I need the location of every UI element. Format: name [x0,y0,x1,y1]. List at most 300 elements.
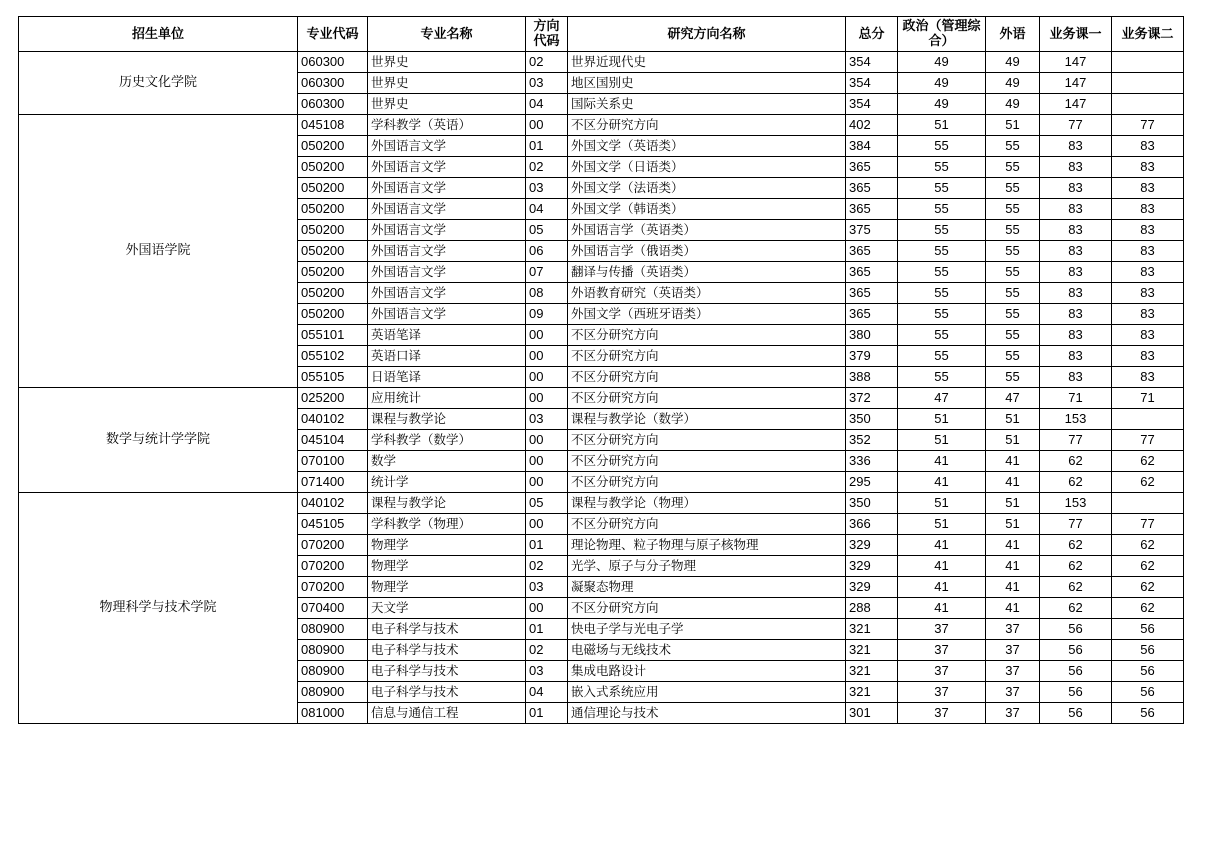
direction-code-cell: 06 [526,241,568,262]
direction-code-cell: 03 [526,661,568,682]
foreign-score-cell: 55 [986,157,1040,178]
course-one-score-cell: 77 [1040,514,1112,535]
direction-name-cell: 不区分研究方向 [568,514,846,535]
course-one-score-cell: 83 [1040,283,1112,304]
politics-score-cell: 55 [898,241,986,262]
course-two-score-cell: 77 [1112,514,1184,535]
foreign-score-cell: 55 [986,346,1040,367]
major-name-cell: 日语笔译 [368,367,526,388]
total-score-cell: 352 [846,430,898,451]
direction-code-cell: 00 [526,346,568,367]
course-two-score-cell: 83 [1112,220,1184,241]
total-score-cell: 329 [846,556,898,577]
table-body [19,52,1184,724]
direction-name-cell: 外国文学（英语类） [568,136,846,157]
foreign-score-cell: 51 [986,514,1040,535]
major-name-cell: 外国语言文学 [368,304,526,325]
header-row [19,17,1184,52]
foreign-score-cell: 51 [986,430,1040,451]
total-score-cell: 354 [846,94,898,115]
foreign-score-cell: 41 [986,472,1040,493]
course-two-score-cell: 62 [1112,535,1184,556]
direction-name-cell: 凝聚态物理 [568,577,846,598]
foreign-score-cell: 55 [986,325,1040,346]
foreign-score-cell: 55 [986,304,1040,325]
politics-score-cell: 55 [898,220,986,241]
foreign-score-cell: 51 [986,409,1040,430]
major-code-cell: 050200 [298,283,368,304]
major-code-cell: 055105 [298,367,368,388]
major-code-cell: 081000 [298,703,368,724]
course-one-score-cell: 83 [1040,241,1112,262]
direction-code-cell: 00 [526,598,568,619]
course-two-score-cell: 56 [1112,619,1184,640]
direction-name-cell: 不区分研究方向 [568,472,846,493]
header-major-code: 专业代码 [298,17,368,52]
unit-cell: 历史文化学院 [19,52,298,115]
direction-code-cell: 07 [526,262,568,283]
major-code-cell: 050200 [298,136,368,157]
politics-score-cell: 51 [898,514,986,535]
major-name-cell: 电子科学与技术 [368,661,526,682]
politics-score-cell: 51 [898,115,986,136]
course-one-score-cell: 62 [1040,577,1112,598]
major-name-cell: 学科教学（英语） [368,115,526,136]
foreign-score-cell: 51 [986,493,1040,514]
major-name-cell: 课程与教学论 [368,493,526,514]
course-two-score-cell: 77 [1112,115,1184,136]
total-score-cell: 380 [846,325,898,346]
total-score-cell: 336 [846,451,898,472]
major-code-cell: 070400 [298,598,368,619]
foreign-score-cell: 41 [986,598,1040,619]
direction-code-cell: 04 [526,682,568,703]
major-name-cell: 外国语言文学 [368,220,526,241]
major-code-cell: 040102 [298,409,368,430]
total-score-cell: 321 [846,640,898,661]
politics-score-cell: 37 [898,703,986,724]
direction-name-cell: 世界近现代史 [568,52,846,73]
total-score-cell: 365 [846,304,898,325]
major-code-cell: 050200 [298,220,368,241]
course-one-score-cell: 153 [1040,493,1112,514]
politics-score-cell: 37 [898,682,986,703]
unit-cell: 物理科学与技术学院 [19,493,298,724]
total-score-cell: 365 [846,241,898,262]
direction-code-cell: 08 [526,283,568,304]
major-code-cell: 055101 [298,325,368,346]
direction-name-cell: 课程与教学论（物理） [568,493,846,514]
score-table [18,16,1184,724]
course-two-score-cell: 56 [1112,682,1184,703]
header-direction-code: 方向代码 [526,17,568,52]
course-two-score-cell [1112,73,1184,94]
course-two-score-cell: 83 [1112,262,1184,283]
major-name-cell: 学科教学（物理） [368,514,526,535]
course-two-score-cell: 62 [1112,472,1184,493]
course-one-score-cell: 62 [1040,598,1112,619]
direction-code-cell: 05 [526,220,568,241]
course-one-score-cell: 56 [1040,703,1112,724]
course-two-score-cell: 83 [1112,367,1184,388]
total-score-cell: 384 [846,136,898,157]
major-code-cell: 060300 [298,73,368,94]
header-unit: 招生单位 [19,17,298,52]
direction-code-cell: 04 [526,94,568,115]
foreign-score-cell: 41 [986,535,1040,556]
course-two-score-cell: 83 [1112,178,1184,199]
major-name-cell: 应用统计 [368,388,526,409]
foreign-score-cell: 49 [986,73,1040,94]
major-code-cell: 070200 [298,535,368,556]
direction-code-cell: 00 [526,115,568,136]
direction-code-cell: 00 [526,472,568,493]
direction-name-cell: 不区分研究方向 [568,388,846,409]
major-name-cell: 英语口译 [368,346,526,367]
direction-code-cell: 03 [526,73,568,94]
table-row [19,388,1184,409]
direction-name-cell: 不区分研究方向 [568,367,846,388]
major-name-cell: 电子科学与技术 [368,619,526,640]
major-name-cell: 信息与通信工程 [368,703,526,724]
course-one-score-cell: 62 [1040,472,1112,493]
direction-name-cell: 不区分研究方向 [568,115,846,136]
course-two-score-cell: 62 [1112,598,1184,619]
header-foreign-language: 外语 [986,17,1040,52]
major-name-cell: 外国语言文学 [368,283,526,304]
course-one-score-cell: 83 [1040,157,1112,178]
direction-code-cell: 00 [526,430,568,451]
major-code-cell: 045105 [298,514,368,535]
major-name-cell: 课程与教学论 [368,409,526,430]
total-score-cell: 372 [846,388,898,409]
course-one-score-cell: 83 [1040,136,1112,157]
major-name-cell: 世界史 [368,94,526,115]
total-score-cell: 365 [846,157,898,178]
direction-code-cell: 01 [526,703,568,724]
major-code-cell: 080900 [298,682,368,703]
major-name-cell: 外国语言文学 [368,262,526,283]
total-score-cell: 321 [846,619,898,640]
course-one-score-cell: 83 [1040,199,1112,220]
course-one-score-cell: 62 [1040,556,1112,577]
foreign-score-cell: 51 [986,115,1040,136]
major-name-cell: 统计学 [368,472,526,493]
course-one-score-cell: 56 [1040,619,1112,640]
politics-score-cell: 55 [898,283,986,304]
direction-name-cell: 外国语言学（俄语类） [568,241,846,262]
major-name-cell: 电子科学与技术 [368,682,526,703]
foreign-score-cell: 41 [986,556,1040,577]
direction-name-cell: 不区分研究方向 [568,325,846,346]
major-code-cell: 070200 [298,556,368,577]
foreign-score-cell: 37 [986,619,1040,640]
politics-score-cell: 41 [898,472,986,493]
direction-code-cell: 02 [526,556,568,577]
politics-score-cell: 41 [898,556,986,577]
total-score-cell: 354 [846,73,898,94]
course-two-score-cell: 77 [1112,430,1184,451]
politics-score-cell: 55 [898,325,986,346]
course-two-score-cell: 83 [1112,157,1184,178]
politics-score-cell: 37 [898,661,986,682]
foreign-score-cell: 41 [986,451,1040,472]
total-score-cell: 365 [846,262,898,283]
major-name-cell: 物理学 [368,577,526,598]
direction-code-cell: 00 [526,388,568,409]
direction-code-cell: 05 [526,493,568,514]
header-major-name: 专业名称 [368,17,526,52]
course-two-score-cell: 71 [1112,388,1184,409]
major-name-cell: 外国语言文学 [368,136,526,157]
direction-name-cell: 外国文学（韩语类） [568,199,846,220]
foreign-score-cell: 49 [986,52,1040,73]
major-code-cell: 080900 [298,619,368,640]
major-code-cell: 050200 [298,157,368,178]
total-score-cell: 354 [846,52,898,73]
course-two-score-cell: 62 [1112,577,1184,598]
direction-name-cell: 翻译与传播（英语类） [568,262,846,283]
politics-score-cell: 55 [898,199,986,220]
politics-score-cell: 41 [898,598,986,619]
course-one-score-cell: 77 [1040,115,1112,136]
course-one-score-cell: 77 [1040,430,1112,451]
direction-code-cell: 02 [526,157,568,178]
total-score-cell: 329 [846,535,898,556]
major-name-cell: 外国语言文学 [368,199,526,220]
course-one-score-cell: 83 [1040,304,1112,325]
direction-code-cell: 01 [526,619,568,640]
politics-score-cell: 41 [898,451,986,472]
total-score-cell: 288 [846,598,898,619]
major-code-cell: 025200 [298,388,368,409]
politics-score-cell: 47 [898,388,986,409]
header-total: 总分 [846,17,898,52]
politics-score-cell: 49 [898,73,986,94]
course-two-score-cell [1112,94,1184,115]
major-code-cell: 070100 [298,451,368,472]
foreign-score-cell: 37 [986,640,1040,661]
direction-code-cell: 00 [526,325,568,346]
direction-name-cell: 理论物理、粒子物理与原子核物理 [568,535,846,556]
politics-score-cell: 49 [898,94,986,115]
politics-score-cell: 51 [898,430,986,451]
course-one-score-cell: 83 [1040,262,1112,283]
direction-name-cell: 地区国别史 [568,73,846,94]
direction-code-cell: 02 [526,640,568,661]
unit-cell: 外国语学院 [19,115,298,388]
course-one-score-cell: 62 [1040,535,1112,556]
major-code-cell: 070200 [298,577,368,598]
major-name-cell: 外国语言文学 [368,241,526,262]
total-score-cell: 295 [846,472,898,493]
direction-name-cell: 不区分研究方向 [568,346,846,367]
header-politics: 政治（管理综合） [898,17,986,52]
major-name-cell: 学科教学（数学） [368,430,526,451]
course-two-score-cell: 62 [1112,451,1184,472]
major-code-cell: 050200 [298,199,368,220]
major-code-cell: 050200 [298,178,368,199]
course-one-score-cell: 147 [1040,73,1112,94]
total-score-cell: 375 [846,220,898,241]
direction-name-cell: 外国文学（法语类） [568,178,846,199]
course-two-score-cell: 83 [1112,304,1184,325]
politics-score-cell: 37 [898,619,986,640]
course-one-score-cell: 153 [1040,409,1112,430]
course-one-score-cell: 83 [1040,220,1112,241]
direction-code-cell: 09 [526,304,568,325]
course-one-score-cell: 147 [1040,52,1112,73]
total-score-cell: 402 [846,115,898,136]
header-course-one: 业务课一 [1040,17,1112,52]
header-direction-name: 研究方向名称 [568,17,846,52]
total-score-cell: 350 [846,493,898,514]
foreign-score-cell: 37 [986,682,1040,703]
course-one-score-cell: 83 [1040,325,1112,346]
politics-score-cell: 51 [898,493,986,514]
total-score-cell: 388 [846,367,898,388]
foreign-score-cell: 49 [986,94,1040,115]
major-name-cell: 天文学 [368,598,526,619]
course-two-score-cell: 83 [1112,325,1184,346]
course-two-score-cell: 56 [1112,640,1184,661]
table-row [19,493,1184,514]
course-one-score-cell: 147 [1040,94,1112,115]
total-score-cell: 365 [846,178,898,199]
course-one-score-cell: 83 [1040,346,1112,367]
course-one-score-cell: 62 [1040,451,1112,472]
major-code-cell: 050200 [298,241,368,262]
direction-name-cell: 外国文学（日语类） [568,157,846,178]
foreign-score-cell: 47 [986,388,1040,409]
major-code-cell: 050200 [298,304,368,325]
direction-name-cell: 外国文学（西班牙语类） [568,304,846,325]
direction-code-cell: 04 [526,199,568,220]
direction-code-cell: 01 [526,535,568,556]
politics-score-cell: 55 [898,157,986,178]
politics-score-cell: 55 [898,262,986,283]
direction-name-cell: 国际关系史 [568,94,846,115]
direction-name-cell: 嵌入式系统应用 [568,682,846,703]
direction-code-cell: 03 [526,178,568,199]
major-code-cell: 080900 [298,661,368,682]
foreign-score-cell: 37 [986,661,1040,682]
major-name-cell: 世界史 [368,52,526,73]
table-row [19,52,1184,73]
politics-score-cell: 51 [898,409,986,430]
course-two-score-cell: 56 [1112,661,1184,682]
direction-name-cell: 课程与教学论（数学） [568,409,846,430]
major-code-cell: 055102 [298,346,368,367]
course-one-score-cell: 56 [1040,640,1112,661]
politics-score-cell: 49 [898,52,986,73]
total-score-cell: 321 [846,661,898,682]
course-two-score-cell: 83 [1112,241,1184,262]
foreign-score-cell: 55 [986,199,1040,220]
direction-code-cell: 03 [526,409,568,430]
foreign-score-cell: 37 [986,703,1040,724]
course-two-score-cell: 83 [1112,136,1184,157]
major-name-cell: 物理学 [368,535,526,556]
major-name-cell: 英语笔译 [368,325,526,346]
major-code-cell: 040102 [298,493,368,514]
direction-name-cell: 外语教育研究（英语类） [568,283,846,304]
major-name-cell: 外国语言文学 [368,178,526,199]
politics-score-cell: 55 [898,304,986,325]
foreign-score-cell: 55 [986,136,1040,157]
foreign-score-cell: 55 [986,367,1040,388]
course-two-score-cell: 62 [1112,556,1184,577]
total-score-cell: 321 [846,682,898,703]
foreign-score-cell: 55 [986,220,1040,241]
direction-name-cell: 不区分研究方向 [568,451,846,472]
major-code-cell: 080900 [298,640,368,661]
politics-score-cell: 37 [898,640,986,661]
direction-name-cell: 光学、原子与分子物理 [568,556,846,577]
direction-code-cell: 00 [526,367,568,388]
course-two-score-cell: 83 [1112,199,1184,220]
politics-score-cell: 41 [898,535,986,556]
foreign-score-cell: 55 [986,178,1040,199]
major-code-cell: 060300 [298,94,368,115]
direction-code-cell: 00 [526,451,568,472]
course-one-score-cell: 56 [1040,661,1112,682]
header-course-two: 业务课二 [1112,17,1184,52]
course-two-score-cell: 83 [1112,283,1184,304]
foreign-score-cell: 55 [986,262,1040,283]
unit-cell: 数学与统计学学院 [19,388,298,493]
direction-code-cell: 01 [526,136,568,157]
total-score-cell: 365 [846,199,898,220]
direction-name-cell: 电磁场与无线技术 [568,640,846,661]
course-two-score-cell [1112,52,1184,73]
major-code-cell: 060300 [298,52,368,73]
major-code-cell: 045104 [298,430,368,451]
total-score-cell: 379 [846,346,898,367]
direction-name-cell: 快电子学与光电子学 [568,619,846,640]
politics-score-cell: 55 [898,346,986,367]
total-score-cell: 301 [846,703,898,724]
direction-name-cell: 不区分研究方向 [568,598,846,619]
total-score-cell: 365 [846,283,898,304]
foreign-score-cell: 55 [986,241,1040,262]
politics-score-cell: 55 [898,367,986,388]
direction-code-cell: 00 [526,514,568,535]
politics-score-cell: 55 [898,136,986,157]
course-two-score-cell: 83 [1112,346,1184,367]
major-name-cell: 外国语言文学 [368,157,526,178]
total-score-cell: 329 [846,577,898,598]
direction-name-cell: 外国语言学（英语类） [568,220,846,241]
foreign-score-cell: 41 [986,577,1040,598]
major-name-cell: 数学 [368,451,526,472]
course-two-score-cell: 56 [1112,703,1184,724]
course-two-score-cell [1112,409,1184,430]
course-one-score-cell: 83 [1040,367,1112,388]
major-code-cell: 050200 [298,262,368,283]
course-one-score-cell: 71 [1040,388,1112,409]
foreign-score-cell: 55 [986,283,1040,304]
major-code-cell: 045108 [298,115,368,136]
major-code-cell: 071400 [298,472,368,493]
course-one-score-cell: 83 [1040,178,1112,199]
course-one-score-cell: 56 [1040,682,1112,703]
table-row [19,115,1184,136]
major-name-cell: 世界史 [368,73,526,94]
politics-score-cell: 41 [898,577,986,598]
direction-name-cell: 通信理论与技术 [568,703,846,724]
total-score-cell: 350 [846,409,898,430]
